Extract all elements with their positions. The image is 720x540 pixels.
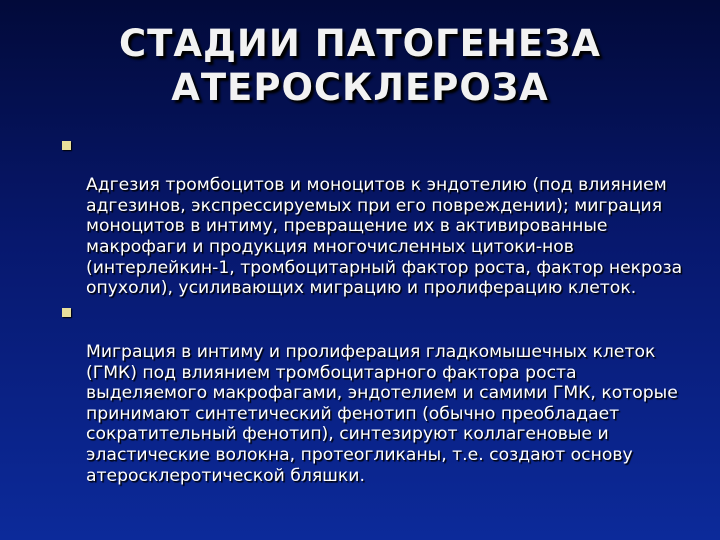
bullet-text: Адгезия тромбоцитов и моноцитов к эндотелию (под влиянием адгезинов, экспрессируемых при его повреждении); миграция моноцитов в интиму, превращение их в активированные макрофаги и продукция многочисленных цитоки-нов (интерлейкин-1, тромбоцитарный фактор роста, фактор некроза опухоли), усиливающих миграцию и пролиферацию клеток. <box>86 175 683 299</box>
bullet-item <box>62 301 692 486</box>
square-bullet-icon <box>62 141 71 150</box>
bullet-list <box>62 134 692 488</box>
bullet-text: Миграция в интиму и пролиферация гладкомышечных клеток (ГМК) под влиянием тромбоцитарного фактора роста выделяемого макрофагами, эндотелием и самими ГМК, которые принимают синтетический фенотип (обычно преобладает сократительный фенотип), синтезируют коллагеновые и эластические волокна, протеогликаны, т.е. создают основу атеросклеротической бляшки. <box>86 341 678 486</box>
bullet-item <box>62 134 692 299</box>
square-bullet-icon <box>62 308 71 317</box>
slide-title: СТАДИИ ПАТОГЕНЕЗА АТЕРОСКЛЕРОЗА <box>118 22 602 109</box>
